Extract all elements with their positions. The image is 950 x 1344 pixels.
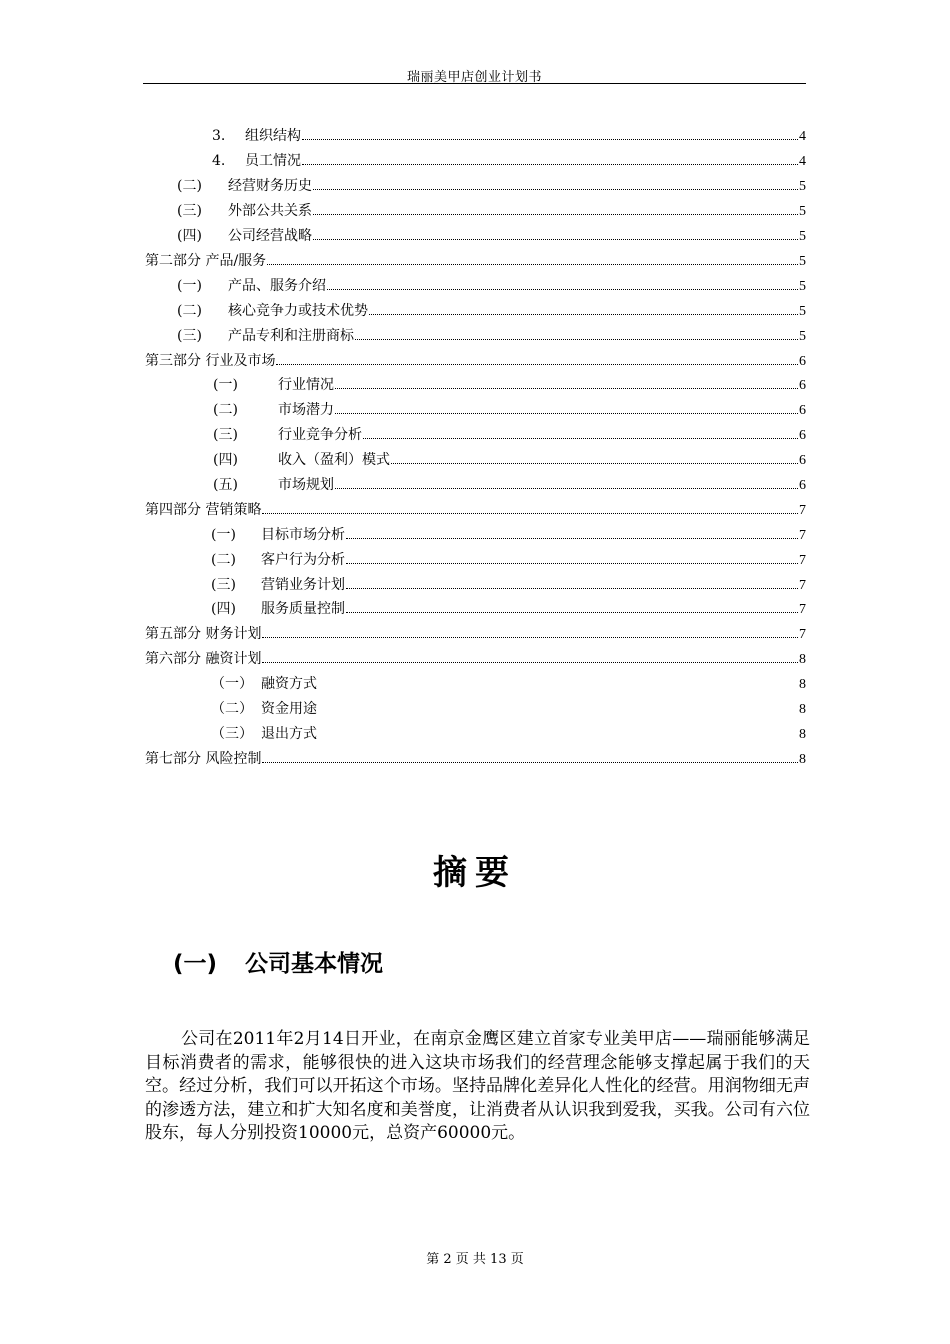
toc-entry-title: 公司经营战略 — [228, 228, 312, 244]
toc-entry-page: 5 — [799, 204, 806, 219]
toc-entry[interactable] — [177, 176, 806, 196]
toc-entry-title: 行业竞争分析 — [278, 427, 362, 443]
toc-leader — [262, 762, 798, 763]
toc-entry-number: (三) — [211, 577, 236, 593]
toc-entry-number: (三) — [213, 427, 238, 443]
toc-entry-page: 6 — [799, 403, 806, 418]
toc-entry-title: 经营财务历史 — [228, 178, 312, 194]
toc-entry-page: 5 — [799, 254, 806, 269]
toc-entry-page: 6 — [799, 453, 806, 468]
header-rule — [143, 83, 806, 84]
section-title: 公司基本情况 — [245, 951, 383, 977]
toc-leader — [346, 612, 798, 613]
toc-entry-page: 5 — [799, 179, 806, 194]
toc-leader — [313, 239, 798, 240]
toc-entry-title: 组织结构 — [245, 128, 301, 144]
toc-leader — [391, 463, 798, 464]
toc-entry[interactable] — [177, 226, 806, 246]
toc-entry-title: 市场规划 — [278, 477, 334, 493]
toc-entry-number: （三） — [211, 726, 253, 742]
toc-entry-title: 第六部分 融资计划 — [145, 651, 262, 667]
toc-entry-number: 3. — [212, 128, 226, 144]
toc-entry-page: 8 — [799, 677, 806, 692]
toc-entry-page: 8 — [799, 702, 806, 717]
toc-entry-number: (一) — [213, 377, 238, 393]
toc-entry-title: 退出方式 — [261, 726, 317, 742]
toc-entry[interactable] — [211, 724, 806, 744]
toc-entry-page: 6 — [799, 428, 806, 443]
toc-entry-number: (三) — [177, 203, 202, 219]
toc-entry-page: 5 — [799, 304, 806, 319]
toc-entry[interactable] — [213, 400, 806, 420]
toc-entry-title: 产品专利和注册商标 — [228, 328, 354, 344]
toc-entry-title: 第二部分 产品/服务 — [145, 253, 267, 269]
toc-entry-page: 4 — [799, 154, 806, 169]
toc-entry-page: 5 — [799, 279, 806, 294]
toc-entry-page: 7 — [799, 627, 806, 642]
toc-entry-page: 6 — [799, 354, 806, 369]
toc-leader — [369, 314, 798, 315]
toc-entry-page: 8 — [799, 652, 806, 667]
toc-part-entry[interactable] — [145, 649, 806, 669]
toc-entry-number: (二) — [211, 552, 236, 568]
toc-entry[interactable] — [211, 525, 806, 545]
toc-entry-title: 第四部分 营销策略 — [145, 502, 262, 518]
running-header-title: 瑞丽美甲店创业计划书 — [406, 70, 542, 85]
toc-entry[interactable] — [213, 475, 806, 495]
toc-leader — [313, 189, 798, 190]
toc-entry-title: 融资方式 — [261, 676, 317, 692]
toc-entry-page: 7 — [799, 553, 806, 568]
toc-entry-title: 外部公共关系 — [228, 203, 312, 219]
toc-entry-title: 核心竞争力或技术优势 — [228, 303, 368, 319]
toc-entry-page: 6 — [799, 478, 806, 493]
toc-entry-page: 5 — [799, 329, 806, 344]
toc-entry-title: 行业情况 — [278, 377, 334, 393]
toc-leader — [335, 488, 798, 489]
toc-entry-title: 客户行为分析 — [261, 552, 345, 568]
toc-entry[interactable] — [211, 550, 806, 570]
toc-leader — [262, 637, 798, 638]
toc-part-entry[interactable] — [145, 251, 806, 271]
toc-entry-title: 服务质量控制 — [261, 601, 345, 617]
toc-part-entry[interactable] — [145, 351, 806, 371]
toc-leader — [327, 289, 798, 290]
toc-entry[interactable] — [177, 301, 806, 321]
toc-entry-number: (五) — [213, 477, 238, 493]
toc-entry-number: (四) — [177, 228, 202, 244]
toc-entry[interactable] — [212, 126, 806, 146]
toc-entry-page: 4 — [799, 129, 806, 144]
toc-part-entry[interactable] — [145, 624, 806, 644]
body-paragraph: 公司在2011年2月14日开业，在南京金鹰区建立首家专业美甲店——瑞丽能够满足目标消费者的需求，能够很快的进入这块市场我们的经营理念能够支撑起属于我们的天空。经过分析，我们可以开拓这个市场。坚持品牌化差异化人性化的经营。用润物细无声的渗透方法，建立和扩大知名度和美誉度，让消费者从认识我到爱我，买我。公司有六位股东，每人分别投资10000元，总资产60000元。 — [145, 1029, 810, 1143]
toc-entry[interactable] — [177, 276, 806, 296]
toc-entry-title: 市场潜力 — [278, 402, 334, 418]
toc-entry-number: (一) — [211, 527, 236, 543]
toc-entry-page: 7 — [799, 578, 806, 593]
toc-leader — [313, 214, 798, 215]
toc-leader — [302, 139, 798, 140]
toc-leader — [346, 563, 798, 564]
toc-entry-title: 第七部分 风险控制 — [145, 751, 262, 767]
toc-leader — [335, 388, 798, 389]
toc-leader — [346, 538, 798, 539]
toc-leader — [262, 662, 798, 663]
toc-leader — [276, 364, 798, 365]
toc-part-entry[interactable] — [145, 749, 806, 769]
toc-entry-title: 营销业务计划 — [261, 577, 345, 593]
toc-entry-title: 目标市场分析 — [261, 527, 345, 543]
toc-entry-page: 7 — [799, 528, 806, 543]
toc-entry[interactable] — [213, 375, 806, 395]
toc-entry-page: 7 — [799, 503, 806, 518]
toc-entry[interactable] — [213, 450, 806, 470]
toc-entry-number: 4. — [212, 153, 226, 169]
toc-leader — [346, 588, 798, 589]
toc-entry[interactable] — [213, 425, 806, 445]
toc-leader — [363, 438, 798, 439]
page-footer: 第 2 页 共 13 页 — [426, 1252, 524, 1267]
toc-entry-page: 8 — [799, 752, 806, 767]
toc-entry-number: (二) — [177, 303, 202, 319]
toc-entry-page: 6 — [799, 378, 806, 393]
toc-entry-number: (四) — [213, 452, 238, 468]
toc-leader — [267, 264, 798, 265]
section-number: (一) — [173, 951, 218, 977]
toc-leader — [355, 339, 798, 340]
toc-entry-number: (二) — [213, 402, 238, 418]
toc-entry-page: 5 — [799, 229, 806, 244]
toc-entry[interactable] — [211, 575, 806, 595]
toc-entry[interactable] — [211, 599, 806, 619]
toc-entry-number: (四) — [211, 601, 236, 617]
toc-leader — [302, 164, 798, 165]
toc-entry-title: 产品、服务介绍 — [228, 278, 326, 294]
toc-entry-number: (三) — [177, 328, 202, 344]
toc-leader — [262, 513, 798, 514]
toc-entry-title: 第三部分 行业及市场 — [145, 353, 276, 369]
toc-leader — [335, 413, 798, 414]
toc-entry-number: （一） — [211, 676, 253, 692]
toc-entry-number: (二) — [177, 178, 202, 194]
toc-entry[interactable] — [212, 151, 806, 171]
toc-entry-page: 8 — [799, 727, 806, 742]
toc-entry[interactable] — [177, 201, 806, 221]
toc-entry[interactable] — [211, 699, 806, 719]
section-heading — [173, 945, 383, 978]
toc-entry-number: (一) — [177, 278, 202, 294]
toc-entry-title: 资金用途 — [261, 701, 317, 717]
toc-entry-number: （二） — [211, 701, 253, 717]
toc-entry-title: 收入（盈利）模式 — [278, 452, 390, 468]
toc-entry[interactable] — [211, 674, 806, 694]
toc-entry[interactable] — [177, 326, 806, 346]
toc-entry-title: 第五部分 财务计划 — [145, 626, 262, 642]
toc-entry-title: 员工情况 — [245, 153, 301, 169]
summary-heading: 摘要 — [433, 853, 517, 893]
toc-part-entry[interactable] — [145, 500, 806, 520]
toc-entry-page: 7 — [799, 602, 806, 617]
